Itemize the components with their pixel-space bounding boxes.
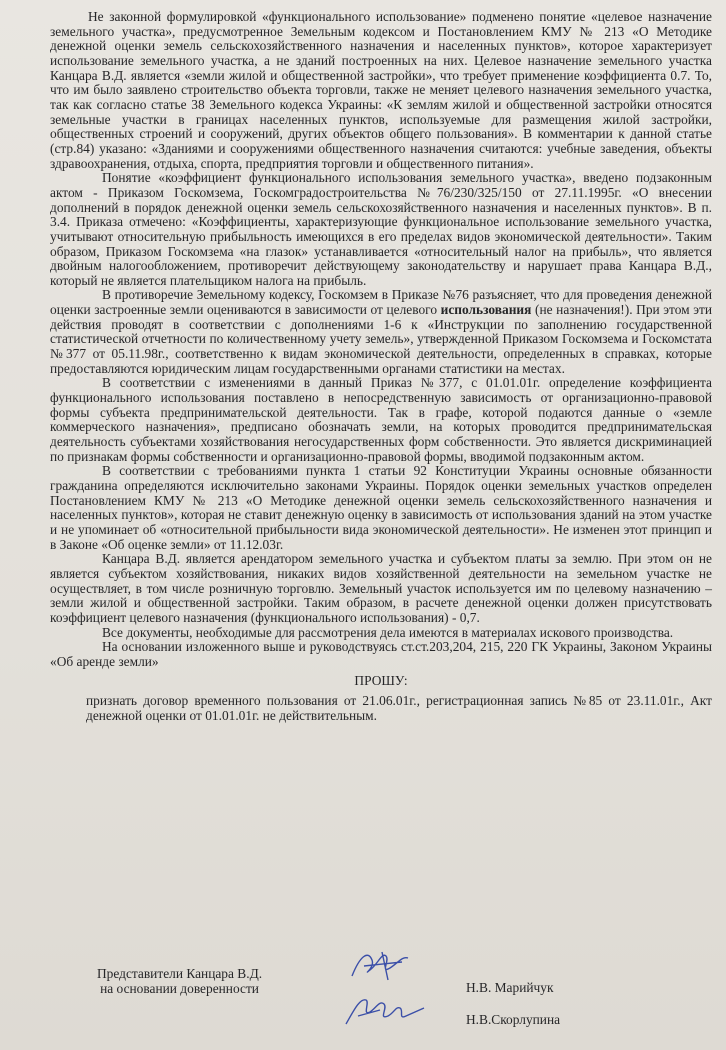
- representatives-caption: [97, 966, 262, 996]
- paragraph-6: Канцара В.Д. является арендатором земельного участка и субъектом платы за землю. При этом он не является субъектом хозяйствования, никаких видов хозяйственной деятельности на земельном участке не осуществляет, в том числе розничную торговлю. Земельный участок используется им по целевому назначению – земли жилой и общественной застройки. Таким образом, в расчете денежной оценки должен присутствовать коэффициент целевого назначения (функционального использования) - 0,7.: [50, 551, 712, 625]
- signature-1-icon: [342, 946, 422, 986]
- paragraph-1: Не законной формулировкой «функционального использование» подменено понятие «целевое назначение земельного участка», предусмотренное Земельным кодексом и Постановлением КМУ № 213 «О Методике денежной оценки земель сельскохозяйственного назначения и населенных пунктов», которое характеризует использование земельного участка, а не зданий построенных на них. Целевое назначение земельного участка Канцара В.Д. является «земли жилой и общественной застройки», что требует применение коэффициента 0.7. То, что им было заявлено строительство объекта торговли, также не меняет целевого назначения земельного участка, так как согласно статье 38 Земельного кодекса Украины: «К землям жилой и общественной застройки относятся земельные участки в границах населенных пунктов, используемые для размещения жилой застройки, общественных строений и сооружений, других объектов общего пользования». В комментарии к данной статье (стр.84) указано: «Зданиями и сооружениями общественного назначения считаются: учебные заведения, объекты здравоохранения, отдыха, спорта, предприятия торговли и общественного питания».: [50, 9, 712, 171]
- paragraph-3: [50, 288, 712, 376]
- paragraph-8: На основании изложенного выше и руководствуясь ст.ст.203,204, 215, 220 ГК Украины, Законом Украины «Об аренде земли»: [50, 639, 712, 669]
- paragraph-2: Понятие «коэффициент функционального использования земельного участка», введено подзаконным актом - Приказом Госкомзема, Госкомградостроительства №76/230/325/150 от 27.11.1995г. «О внесении дополнений в порядок денежной оценки земель сельскохозяйственного назначения и населенных пунктов». В п. 3.4. Приказа отмечено: «Коэффициенты, характеризующие функциональное использование земельного участка, учитывают относительную прибыльность имеющихся в его пределах видов экономической деятельности». Таким образом, Приказом Госкомзема «на глазок» устанавливается «относительный налог на прибыль», что является двойным налогообложением, противоречит действующему законодательству и нарушает права Канцара В.Д., который не является плательщиком налога на прибыль.: [50, 170, 712, 288]
- representatives-line-1: Представители Канцара В.Д.: [97, 966, 263, 981]
- signatory-name-1: Н.В. Марийчук: [466, 980, 554, 995]
- paragraph-3-bold: использования: [440, 302, 532, 318]
- paragraph-3-after: (не назначения!). При этом эти действия проводят в соответствии с дополнениями 1-6 к «Инструкции по заполнению государственной статистической отчетности по количественному учету земель», утвержденной Приказом Госкомзема и Госкомстата №377 от 05.11.98г., соответственно к видам экономической деятельности, определенных в справках, которые предоставляются юридическим лицам государственными органами статистики на местах.: [50, 302, 712, 376]
- representatives-line-2: на основании доверенности: [100, 981, 259, 996]
- request-text: признать договор временного пользования от 21.06.01г., регистрационная запись №85 от 23.11.01г., Акт денежной оценки от 01.01.01г. не действительным.: [86, 693, 712, 723]
- signatory-name-2: Н.В.Скорлупина: [466, 1012, 561, 1027]
- paragraph-3-before: В противоречие Земельному кодексу, Госкомзем в Приказе №76 разъясняет, что для проведения денежной оценки застроенные земли оцениваются в зависимости от целевого: [50, 287, 712, 318]
- request-heading: ПРОШУ:: [354, 672, 408, 688]
- signature-block: [0, 962, 726, 1050]
- signature-2-icon: [340, 990, 430, 1032]
- paragraph-4: В соответствии с изменениями в данный Приказ №377, с 01.01.01г. определение коэффициента функционального использования поставлено в непосредственную зависимость от организационно-правовой формы субъекта предпринимательской деятельности. Так в графе, которой подаются данные о «земле коммерческого назначения», предписано обозначать земли, на которых проводится предпринимательская деятельность субъектами хозяйствования негосударственных форм собственности. Это является дискриминацией по признакам формы собственности и организационно-правовой формы, вводимой подзаконным актом.: [50, 375, 712, 464]
- paragraph-5: В соответствии с требованиями пункта 1 статьи 92 Конституции Украины основные обязанности гражданина определяются исключительно законами Украины. Порядок оценки земельных участков определен Постановлением КМУ № 213 «О Методике денежной оценки земель сельскохозяйственного назначения и населенных пунктов», которая не ставит денежную оценку в зависимость от использования зданий на этом участке и не упоминает об «относительной прибыльности вида экономической деятельности». Не изменен этот принцип и в Законе «Об оценке земли» от 11.12.03г.: [50, 463, 712, 552]
- paragraph-7: Все документы, необходимые для рассмотрения дела имеются в материалах искового производства.: [102, 624, 674, 640]
